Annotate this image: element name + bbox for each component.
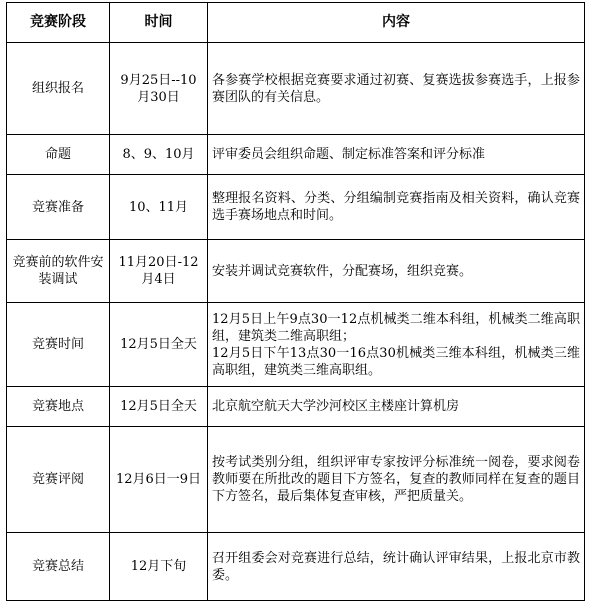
row-content: 安装并调试竞赛软件，分配赛场，组织竞赛。 [208, 240, 585, 303]
row-content: 召开组委会对竞赛进行总结，统计确认评审结果，上报北京市教委。 [208, 533, 585, 601]
row-time: 10、11月 [110, 175, 208, 240]
table-row [7, 135, 585, 175]
row-content: 各参赛学校根据竞赛要求通过初赛、复赛选拔参赛选手，上报参赛团队的有关信息。 [208, 43, 585, 135]
row-time: 12月5日全天 [110, 303, 208, 387]
row-stage: 竞赛总结 [7, 533, 110, 601]
row-content: 北京航空航天大学沙河校区主楼座计算机房 [208, 387, 585, 427]
table-row [7, 43, 585, 135]
row-stage: 竞赛时间 [7, 303, 110, 387]
row-stage: 竞赛准备 [7, 175, 110, 240]
row-content: 评审委员会组织命题、制定标准答案和评分标准 [208, 135, 585, 175]
table-row [7, 303, 585, 387]
row-time: 12月5日全天 [110, 387, 208, 427]
competition-schedule-table [6, 2, 585, 601]
row-time: 11月20日-12月4日 [110, 240, 208, 303]
header-time: 时间 [110, 3, 208, 43]
table-row [7, 427, 585, 533]
row-stage: 竞赛评阅 [7, 427, 110, 533]
table-header-row [7, 3, 585, 43]
row-content [208, 303, 585, 387]
row-time: 8、9、10月 [110, 135, 208, 175]
row-content: 按考试类别分组，组织评审专家按评分标准统一阅卷，要求阅卷教师要在所批改的题目下方签名，复查的教师同样在复查的题目下方签名，最后集体复查审核，严把质量关。 [208, 427, 585, 533]
row-stage: 竞赛地点 [7, 387, 110, 427]
row-time: 9月25日--10月30日 [110, 43, 208, 135]
header-stage: 竞赛阶段 [7, 3, 110, 43]
content-line: 12月5日上午9点30一12点机械类二维本科组，机械类二维高职组，建筑类二维高职组； [212, 311, 580, 344]
table-row [7, 533, 585, 601]
row-stage: 竞赛前的软件安装调试 [7, 240, 110, 303]
row-time: 12月6日一9日 [110, 427, 208, 533]
row-stage: 组织报名 [7, 43, 110, 135]
row-time: 12月下旬 [110, 533, 208, 601]
content-line: 12月5日下午13点30一16点30机械类三维本科组，机械类三维高职组，建筑类三维高职组。 [212, 345, 580, 378]
row-content: 整理报名资料、分类、分组编制竞赛指南及相关资料，确认竞赛选手赛场地点和时间。 [208, 175, 585, 240]
row-stage: 命题 [7, 135, 110, 175]
table-row [7, 240, 585, 303]
table-row [7, 175, 585, 240]
table-row [7, 387, 585, 427]
header-content: 内容 [208, 3, 585, 43]
